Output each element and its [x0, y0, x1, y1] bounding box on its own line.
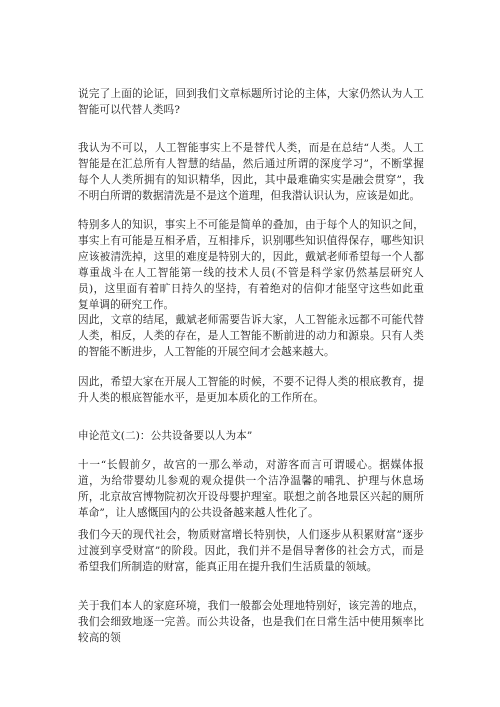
paragraph-ai-summary: 我认为不可以，人工智能事实上不是替代人类，而是在总结“人类。人工智能是在汇总所有人智慧的结晶，然后通过所谓的深度学习”，不断掌握每个人人类所拥有的知识精华，因此，其中最难确实实是融会贯穿”，我不明白所谓的数据清洗是不是这个道理，但我潜认识认为，应该是如此。: [78, 142, 424, 202]
paragraph-modern-society: 我们今天的现代社会，物质财富增长特别快，人们逐步从积累财富”逐步过渡到享受财富”的阶段。因此，我们并不是倡导奢侈的社会方式，而是希望我们所制造的财富，能真正用在提升我们生活质量的领域。: [78, 529, 424, 573]
paragraph-palace-museum: 十一“长假前夕，故宫的一那么举动，对游客而言可谓暖心。据媒体报道，为给带婴幼儿参观的观众提供一个洁净温馨的哺乳、护理与休息场所，北京故宫博物院初次开设母婴护理室。联想之前各地景区兴起的厕所革命”，让人感慨国内的公共设备越来越人性化了。: [78, 459, 424, 519]
section-heading: 申论范文(二)：公共设备要以人为本”: [78, 430, 253, 442]
paragraph-knowledge-cleaning: 特别多人的知识，事实上不可能是简单的叠加，由于每个人的知识之间，事实上有可能是互相矛盾，互相排斥，识别哪些知识值得保存，哪些知识应该被清洗掉，这里的难度是特别大的，因此，戴斌老师希望每一个人都尊重战斗在人工智能第一线的技术人员(不管是科学家仍然基层研究人员)，这里面有着旷日持久的坚持，有着绝对的信仰才能坚守这些如此重复单调的研究工作。: [78, 219, 424, 311]
paragraph-conclusion-question: 说完了上面的论证，回到我们文章标题所讨论的主体，大家仍然认为人工智能可以代替人类吗?: [78, 88, 424, 116]
paragraph-family-environment: 关于我们本人的家庭环境，我们一般都会处理地特别好，该完善的地点，我们会细致地逐一完善。而公共设备，也是我们在日常生活中使用频率比较高的领: [78, 600, 424, 644]
paragraph-basic-education: 因此，希望大家在开展人工智能的时候，不要不记得人类的根底教育，提升人类的根底智能水平，是更加本质化的工作所在。: [78, 376, 424, 404]
paragraph-article-ending: 因此，文章的结尾，戴斌老师需要告诉大家，人工智能永远都不可能代替人类，相反，人类的存在，是人工智能不断前进的动力和源泉。只有人类的智能不断进步，人工智能的开展空间才会越来越大。: [78, 314, 424, 358]
